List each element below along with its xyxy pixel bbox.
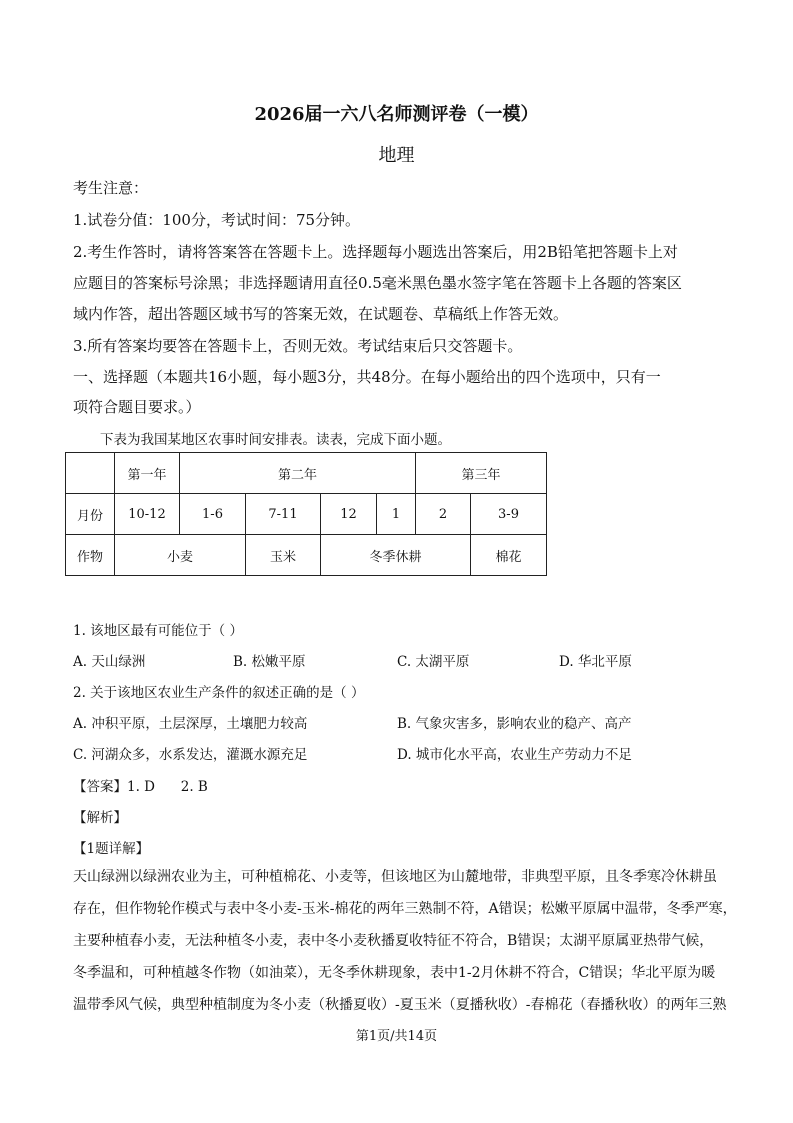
- crop-row-label: 作物: [66, 535, 115, 576]
- table-row-years: [66, 453, 547, 494]
- section-heading-line-2: 项符合题目要求。）: [73, 398, 201, 416]
- month-cell: 7-11: [246, 494, 321, 535]
- month-cell: 1: [377, 494, 416, 535]
- table-corner-cell: [66, 453, 115, 494]
- explanation-line: 温带季风气候，典型种植制度为冬小麦（秋播夏收）-夏玉米（夏播秋收）-春棉花（春播秋收）的两年三熟: [73, 997, 727, 1013]
- explanation-line: 主要种植春小麦，无法种植冬小麦，表中冬小麦秋播夏收特征不符合，B错误；太湖平原属亚热带气候，: [73, 933, 714, 949]
- crop-cotton-cell: 棉花: [471, 535, 547, 576]
- header-year-3: 第三年: [416, 453, 547, 494]
- notice-item-1: 1.试卷分值：100分，考试时间：75分钟。: [73, 211, 361, 229]
- explanation-line: 存在，但作物轮作模式与表中冬小麦-玉米-棉花的两年三熟制不符，A错误；松嫩平原属中温带，冬季严寒，: [73, 901, 737, 917]
- notice-item-2-line-3: 域内作答，超出答题区域书写的答案无效，在试题卷、草稿纸上作答无效。: [73, 305, 569, 323]
- crop-wheat-cell: 小麦: [115, 535, 246, 576]
- table-intro: 下表为我国某地区农事时间安排表。读表，完成下面小题。: [100, 432, 451, 448]
- question-1-option-a: A. 天山绿洲: [73, 654, 146, 670]
- month-cell: 2: [416, 494, 471, 535]
- explanation-line: 天山绿洲以绿洲农业为主，可种植棉花、小麦等，但该地区为山麓地带，非典型平原，且冬季寒冷休耕虽: [73, 869, 717, 885]
- notice-heading: 考生注意：: [73, 179, 149, 197]
- month-row-label: 月份: [66, 494, 115, 535]
- table-row-months: [66, 494, 547, 535]
- question-2-option-b: B. 气象灾害多，影响农业的稳产、高产: [397, 716, 632, 732]
- table-row-crops: [66, 535, 547, 576]
- header-year-2: 第二年: [180, 453, 416, 494]
- question-1-option-b: B. 松嫩平原: [233, 654, 306, 670]
- notice-item-2-line-2: 应题目的答案标号涂黑；非选择题请用直径0.5毫米黑色墨水签字笔在答题卡上各题的答案区: [73, 274, 682, 292]
- question-2-option-d: D. 城市化水平高，农业生产劳动力不足: [397, 747, 632, 763]
- farming-schedule-table: [65, 452, 547, 576]
- crop-corn-cell: 玉米: [246, 535, 321, 576]
- section-heading-line-1: 一、选择题（本题共16小题，每小题3分，共48分。在每小题给出的四个选项中，只有一: [73, 368, 661, 386]
- question-1-option-d: D. 华北平原: [559, 654, 632, 670]
- exam-title: 2026届一六八名师测评卷（一模）: [254, 104, 539, 125]
- month-cell: 12: [321, 494, 377, 535]
- question-2-option-c: C. 河湖众多，水系发达，灌溉水源充足: [73, 747, 308, 763]
- header-year-1: 第一年: [115, 453, 180, 494]
- answer-label: 【答案】: [73, 779, 127, 795]
- crop-fallow-cell: 冬季休耕: [321, 535, 471, 576]
- month-cell: 10-12: [115, 494, 180, 535]
- question-1-option-c: C. 太湖平原: [397, 654, 470, 670]
- answer-line: [73, 775, 208, 795]
- analysis-label: 【解析】: [73, 810, 127, 826]
- notice-item-2-line-1: 2.考生作答时，请将答案答在答题卡上。选择题每小题选出答案后，用2B铅笔把答题卡上对: [73, 243, 678, 261]
- notice-item-3: 3.所有答案均要答在答题卡上，否则无效。考试结束后只交答题卡。: [73, 337, 523, 355]
- question-1-stem: 1. 该地区最有可能位于（ ）: [73, 623, 243, 639]
- subject-title: 地理: [378, 145, 415, 166]
- month-cell: 3-9: [471, 494, 547, 535]
- question-2-stem: 2. 关于该地区农业生产条件的叙述正确的是（ ）: [73, 685, 365, 701]
- question-1-detail-label: 【1题详解】: [73, 841, 150, 857]
- month-cell: 1-6: [180, 494, 246, 535]
- explanation-line: 冬季温和，可种植越冬作物（如油菜），无冬季休耕现象，表中1-2月休耕不符合，C错误；华北平原为暖: [73, 965, 716, 981]
- answer-text: 1. D 2. B: [127, 779, 208, 795]
- question-2-option-a: A. 冲积平原，土层深厚，土壤肥力较高: [73, 716, 308, 732]
- page-footer: 第1页/共14页: [355, 1029, 438, 1044]
